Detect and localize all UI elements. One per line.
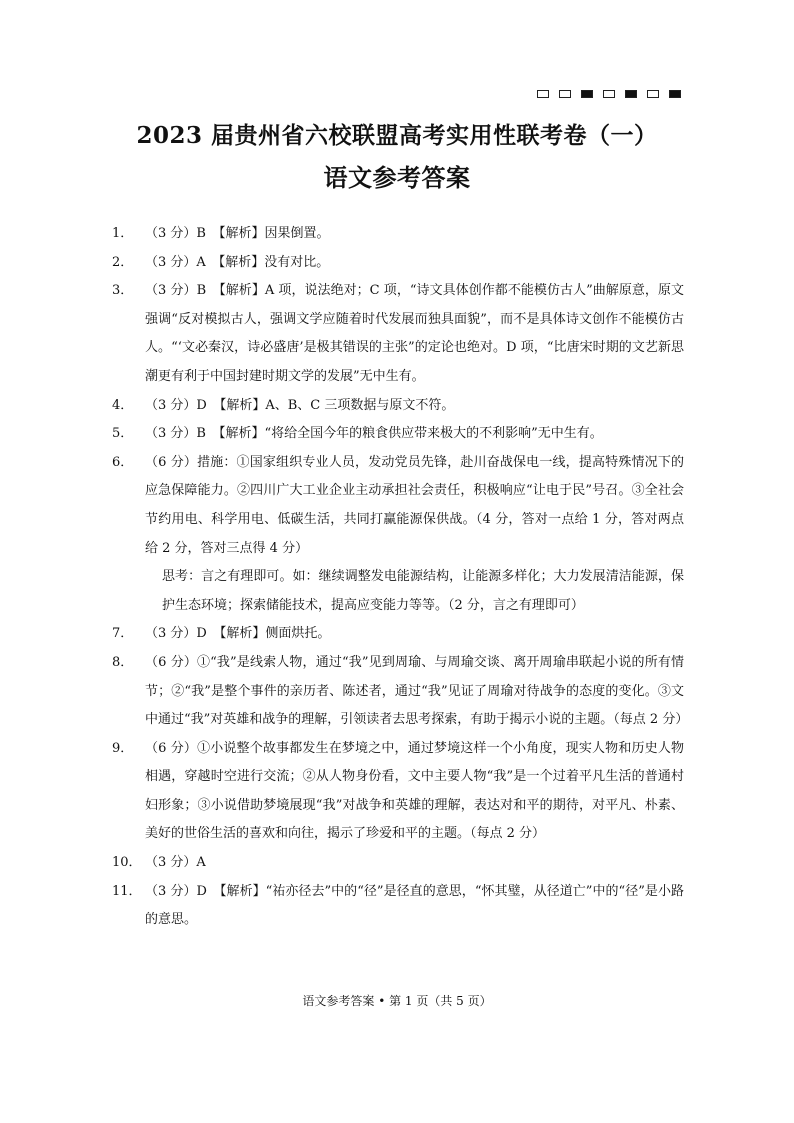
answer-note: 思考：言之有理即可。如：继续调整发电能源结构，让能源多样化；大力发展清洁能源，保护生态环境；探索储能技术，提高应变能力等等。（2 分，言之有理即可） (162, 569, 684, 613)
answer-number: 3． (112, 283, 134, 299)
answer-item (112, 392, 684, 421)
answer-number: 6． (112, 454, 134, 470)
answer-text: （3 分）D 【解析】侧面烘托。 (145, 626, 331, 642)
answer-number: 8． (112, 654, 134, 670)
answer-item (112, 649, 689, 735)
header-mark (559, 90, 571, 98)
answer-item (112, 449, 684, 563)
answer-item (112, 249, 684, 278)
answer-text: （3 分）B 【解析】因果倒置。 (145, 226, 330, 241)
header-mark (537, 90, 549, 98)
answer-text: （6 分）措施：①国家组织专业人员，发动党员先锋，赴川奋战保电一线，提高特殊情况下的应急保障能力。②四川广大工业企业主动承担社会责任，积极响应“让电于民”号召。③全社会节约用电、科学用电、低碳生活，共同打赢能源保供战。（4 分，答对一点给 1 分，答对两点给 2 分，答对三点得 4 分） (145, 454, 684, 556)
answer-number: 5． (112, 426, 134, 442)
page-subtitle: 语文参考答案 (323, 163, 471, 192)
answer-number: 4． (112, 397, 134, 413)
page-footer: 语文参考答案 • 第 1 页（共 5 页） (302, 994, 492, 1008)
answer-text: （3 分）D 【解析】“祐亦径去”中的“径”是径直的意思，“怀其璧，从径道亡”中的“径”是小路的意思。 (145, 883, 684, 928)
answer-number: 2． (112, 254, 134, 270)
header-mark (669, 90, 681, 98)
answer-text: （6 分）①“我”是线索人物，通过“我”见到周瑜、与周瑜交谈、离开周瑜串联起小说的所有情节；②“我”是整个事件的亲历者、陈述者，通过“我”见证了周瑜对待战争的态度的变化。③文中通过“我”对英雄和战争的理解，引领读者去思考探索，有助于揭示小说的主题。（每点 2 分） (145, 654, 689, 728)
header-mark (603, 90, 615, 98)
header-marks (537, 90, 681, 98)
answer-text: （6 分）①小说整个故事都发生在梦境之中，通过梦境这样一个小角度，现实人物和历史人物相遇，穿越时空进行交流；②从人物身份看，文中主要人物“我”是一个过着平凡生活的普通村妇形象；③小说借助梦境展现“我”对战争和英雄的理解，表达对和平的期待，对平凡、朴素、美好的世俗生活的喜欢和向往，揭示了珍爱和平的主题。（每点 2 分） (145, 740, 684, 842)
answer-item (112, 735, 684, 849)
answer-text: （3 分）D 【解析】A、B、C 三项数据与原文不符。 (145, 397, 455, 413)
answer-item (112, 849, 684, 878)
answer-text: （3 分）A 【解析】没有对比。 (145, 254, 330, 270)
header-mark (625, 90, 637, 98)
header-mark (581, 90, 593, 98)
answer-item (112, 878, 684, 935)
answer-number: 7． (112, 626, 134, 642)
header-mark (647, 90, 659, 98)
answer-number: 1． (112, 226, 134, 241)
answer-item (112, 220, 684, 249)
page-title: 2023 届贵州省六校联盟高考实用性联考卷（一） (136, 122, 658, 149)
answer-number: 10． (112, 855, 142, 871)
answer-item (112, 420, 684, 449)
answer-text: （3 分）B 【解析】A 项，说法绝对；C 项，“诗文具体创作都不能模仿古人”曲解原意，原文强调“反对模拟古人，强调文学应随着时代发展而独具面貌”，而不是具体诗文创作不能模仿古人。“‘文必秦汉，诗必盛唐’是极其错误的主张”的定论也绝对。D 项，“比唐宋时期的文艺新思潮更有利于中国封建时期文学的发展”无中生有。 (145, 283, 684, 384)
answer-list (112, 220, 689, 935)
answer-number: 11． (112, 883, 142, 899)
answer-text: （3 分）A (145, 855, 206, 871)
answer-number: 9． (112, 740, 134, 756)
answer-text: （3 分）B 【解析】“将给全国今年的粮食供应带来极大的不利影响”无中生有。 (145, 426, 603, 442)
answer-item (112, 620, 684, 649)
answer-item (112, 277, 684, 391)
